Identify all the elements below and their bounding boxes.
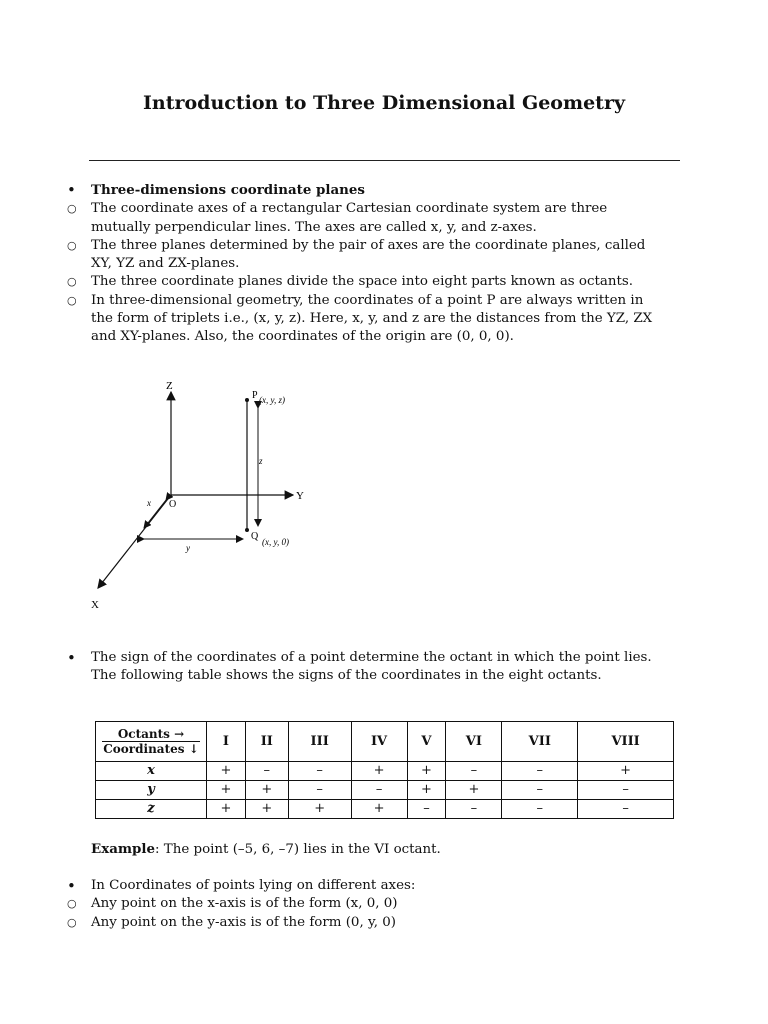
coordinate-axes-figure [80, 370, 340, 620]
octant-header: I [207, 722, 246, 762]
sign-cell: – [446, 762, 502, 781]
list-item [60, 895, 660, 913]
point-text: Any point on the x-axis is of the form (x, 0, 0) [91, 896, 398, 912]
sign-cell: – [288, 762, 351, 781]
bullet-circle: ○ [67, 915, 77, 929]
octant-header: VI [446, 722, 502, 762]
sign-cell: – [502, 800, 578, 819]
row-label: z [96, 800, 207, 819]
example-line [91, 841, 441, 857]
bullet-disc: • [67, 649, 76, 667]
sign-cell: + [446, 781, 502, 800]
list-item [60, 200, 660, 237]
table-row [96, 781, 674, 800]
list-item [60, 181, 660, 200]
octant-header: VIII [578, 722, 674, 762]
bullet-disc: • [67, 181, 76, 199]
y-axis-label: Y [296, 490, 304, 502]
point-text: The three coordinate planes divide the space into eight parts known as octants. [91, 274, 633, 290]
bullet-circle: ○ [67, 897, 77, 911]
sign-cell: + [207, 800, 246, 819]
list-item [60, 292, 660, 347]
sign-cell: + [245, 781, 288, 800]
sign-cell: – [351, 781, 407, 800]
x-axis-label: X [91, 599, 99, 611]
sign-cell: + [351, 800, 407, 819]
bullet-circle: ○ [67, 275, 77, 289]
section-coordinate-planes [60, 181, 660, 347]
bullet-circle: ○ [67, 293, 77, 307]
list-item [60, 273, 660, 291]
origin-label: O [169, 499, 177, 510]
sign-cell: – [245, 762, 288, 781]
point-text: Any point on the y-axis is of the form (0, y, 0) [91, 914, 397, 930]
x-distance-label: x [147, 498, 151, 508]
sign-cell: – [578, 800, 674, 819]
section-points-on-axes [60, 877, 660, 932]
octant-header: II [245, 722, 288, 762]
octant-header: IV [351, 722, 407, 762]
bullet-disc: • [67, 877, 76, 895]
example-text: : The point (–5, 6, –7) lies in the VI octant. [155, 842, 441, 857]
sign-cell: + [288, 800, 351, 819]
paragraph-text: The sign of the coordinates of a point determine the octant in which the point lies. The following table shows the signs of the coordinates in the eight octants. [91, 650, 652, 684]
section-octant-signs [60, 649, 660, 686]
table-corner-header [96, 722, 207, 762]
octant-sign-table [95, 721, 674, 819]
point-q-coords: (x, y, 0) [262, 537, 289, 547]
sign-cell: – [502, 762, 578, 781]
sign-cell: – [407, 800, 446, 819]
list-item [60, 649, 660, 686]
list-item [60, 877, 660, 895]
z-distance-label: z [259, 456, 263, 466]
row-label: y [96, 781, 207, 800]
x-axis [98, 495, 171, 588]
header-octants: Octants → [102, 726, 200, 742]
sign-cell: + [407, 781, 446, 800]
point-p-label: P [252, 390, 258, 401]
sign-cell: – [578, 781, 674, 800]
point-p-coords: (x, y, z) [259, 395, 285, 405]
sign-cell: – [446, 800, 502, 819]
point-q-label: Q [251, 531, 259, 542]
octant-header: V [407, 722, 446, 762]
section-heading: Three-dimensions coordinate planes [91, 182, 365, 198]
sign-cell: + [578, 762, 674, 781]
point-p [245, 398, 249, 402]
list-item [60, 914, 660, 932]
sign-cell: – [502, 781, 578, 800]
octant-header: III [288, 722, 351, 762]
point-text: The three planes determined by the pair of axes are the coordinate planes, called XY, YZ and ZX-planes. [91, 237, 646, 272]
sign-cell: + [351, 762, 407, 781]
point-text: In three-dimensional geometry, the coordinates of a point P are always written in the form of triplets i.e., (x, y, z). Here, x, y, and z are the distances from the YZ, ZX and XY-planes. Also, the coordinates of the origin are (0, 0, 0). [91, 292, 653, 345]
section-heading: In Coordinates of points lying on different axes: [91, 878, 416, 893]
bullet-circle: ○ [67, 202, 77, 216]
example-label: Example [91, 841, 156, 857]
title-rule [89, 160, 680, 161]
sign-cell: + [407, 762, 446, 781]
octant-header: VII [502, 722, 578, 762]
table-header-row [96, 722, 674, 762]
point-text: The coordinate axes of a rectangular Cartesian coordinate system are three mutually perpendicular lines. The axes are called x, y, and z-axes. [91, 201, 608, 235]
list-item [60, 237, 660, 274]
sign-cell: + [207, 762, 246, 781]
y-distance-label: y [186, 543, 190, 553]
page-title: Introduction to Three Dimensional Geometry [143, 92, 625, 114]
sign-cell: + [245, 800, 288, 819]
row-label: x [96, 762, 207, 781]
header-coordinates: Coordinates ↓ [103, 742, 199, 756]
table-row [96, 762, 674, 781]
bullet-circle: ○ [67, 238, 77, 252]
point-q [245, 528, 249, 532]
table-row [96, 800, 674, 819]
sign-cell: – [288, 781, 351, 800]
z-axis-label: Z [166, 380, 173, 392]
sign-cell: + [207, 781, 246, 800]
